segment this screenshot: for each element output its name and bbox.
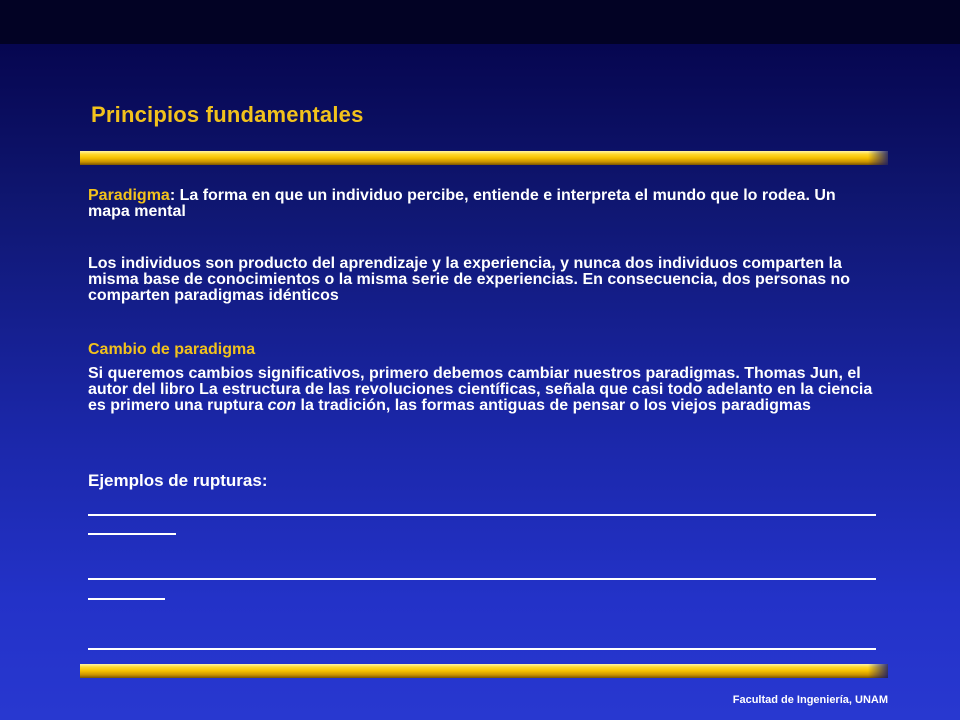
answer-blank-1-continuation [88, 533, 176, 535]
paradigm-change-text-1: Si queremos cambios significativos, primero debemos cambiar nuestros paradigmas. Thomas Jun, el autor del libro La estructura de las revoluciones científicas, señala que casi todo adelanto en la ciencia es primero una ruptura [88, 365, 873, 414]
top-dark-band [0, 0, 960, 44]
paradigm-change-paragraph [88, 366, 888, 414]
paradigm-change-italic: con [267, 397, 297, 414]
slide-title: Principios fundamentales [91, 102, 364, 127]
top-gold-rule [80, 151, 888, 165]
bottom-gold-rule [80, 664, 888, 678]
paradigm-definition-text: : La forma en que un individuo percibe, entiende e interpreta el mundo que lo rodea. Un mapa mental [88, 187, 836, 220]
answer-blank-1 [88, 514, 876, 516]
individuals-paragraph: Los individuos son producto del aprendizaje y la experiencia, y nunca dos individuos comparten la misma base de conocimientos o la misma serie de experiencias. En consecuencia, dos personas no comparten paradigmas idénticos [88, 255, 851, 304]
paradigm-term: Paradigma [88, 187, 170, 204]
footer-institution: Facultad de Ingeniería, UNAM [732, 694, 888, 706]
examples-label: Ejemplos de rupturas: [88, 471, 268, 490]
answer-blank-2-continuation [88, 598, 165, 600]
answer-blank-2 [88, 578, 876, 580]
paradigm-change-heading: Cambio de paradigma [88, 341, 256, 358]
answer-blank-3 [88, 648, 876, 650]
paradigm-change-text-2: la tradición, las formas antiguas de pensar o los viejos paradigmas [296, 397, 811, 414]
paradigm-definition [88, 188, 878, 220]
